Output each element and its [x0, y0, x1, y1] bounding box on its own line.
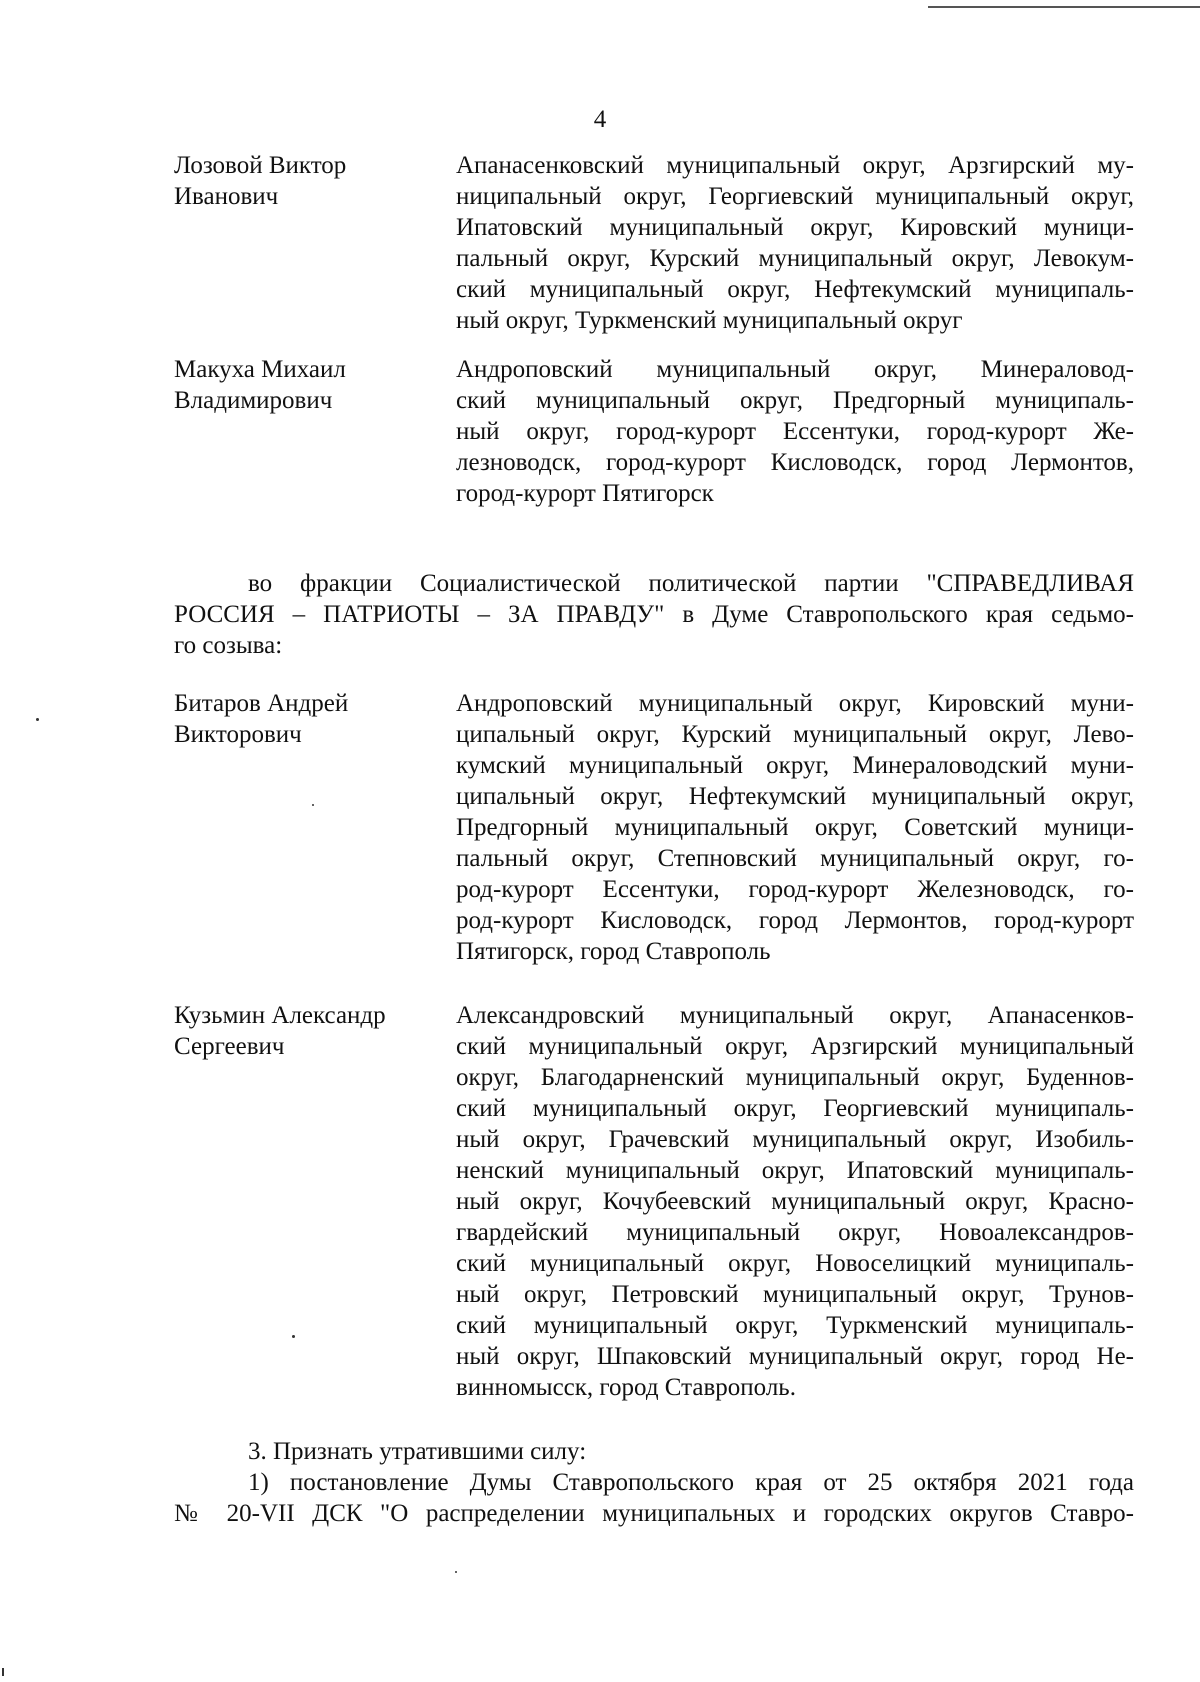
deputy-name	[174, 1000, 434, 1062]
deputy-name-line: Кузьмин Александр	[174, 1002, 386, 1029]
district-line: род-курорт Ессентуки, город-курорт Железноводск, го-	[456, 876, 1134, 903]
item-3-paragraph	[174, 1436, 1134, 1467]
district-line: кумский муниципальный округ, Минераловодский муни-	[456, 752, 1134, 779]
district-line: Андроповский муниципальный округ, Минераловод-	[456, 356, 1134, 383]
district-line: ципальный округ, Курский муниципальный округ, Лево-	[456, 721, 1134, 748]
district-line: гвардейский муниципальный округ, Новоалександров-	[456, 1219, 1134, 1246]
scan-speck	[312, 804, 314, 806]
district-list	[456, 150, 1134, 336]
district-line: Апанасенковский муниципальный округ, Арзгирский му-	[456, 152, 1134, 179]
district-line: пальный округ, Степновский муниципальный округ, го-	[456, 845, 1134, 872]
deputy-name-line: Иванович	[174, 183, 279, 210]
deputy-name	[174, 688, 434, 750]
district-line: ный округ, Шпаковский муниципальный округ, город Не-	[456, 1343, 1134, 1370]
district-line: город-курорт Пятигорск	[456, 480, 714, 507]
scan-speck	[455, 1571, 457, 1573]
scan-speck	[2, 1668, 4, 1676]
district-line: ский муниципальный округ, Предгорный муниципаль-	[456, 387, 1134, 414]
district-line: ненский муниципальный округ, Ипатовский муниципаль-	[456, 1157, 1134, 1184]
district-list	[456, 1000, 1134, 1403]
district-line: винномысск, город Ставрополь.	[456, 1374, 796, 1401]
district-line: Пятигорск, город Ставрополь	[456, 938, 771, 965]
district-line: ный округ, Петровский муниципальный округ, Трунов-	[456, 1281, 1134, 1308]
district-line: ский муниципальный округ, Туркменский муниципаль-	[456, 1312, 1134, 1339]
district-line: лезноводск, город-курорт Кисловодск, город Лермонтов,	[456, 449, 1134, 476]
deputy-name-line: Владимирович	[174, 387, 333, 414]
page-number: 4	[593, 106, 607, 133]
paragraph-line: го созыва:	[174, 632, 283, 659]
district-line: ниципальный округ, Георгиевский муниципальный округ,	[456, 183, 1134, 210]
district-line: ный округ, Кочубеевский муниципальный округ, Красно-	[456, 1188, 1134, 1215]
deputy-name-line: Битаров Андрей	[174, 690, 349, 717]
deputy-name-line: Макуха Михаил	[174, 356, 346, 383]
district-line: ский муниципальный округ, Арзгирский муниципальный	[456, 1033, 1134, 1060]
deputy-name-line: Викторович	[174, 721, 302, 748]
deputy-name-line: Сергеевич	[174, 1033, 285, 1060]
district-line: ный округ, Грачевский муниципальный округ, Изобиль-	[456, 1126, 1134, 1153]
scan-speck	[36, 718, 39, 721]
top-divider-line	[928, 6, 1200, 8]
district-line: ский муниципальный округ, Нефтекумский муниципаль-	[456, 276, 1134, 303]
deputy-name	[174, 150, 434, 212]
paragraph-line: РОССИЯ – ПАТРИОТЫ – ЗА ПРАВДУ" в Думе Ставропольского края седьмо-	[174, 601, 1134, 628]
paragraph-line: 3. Признать утратившими силу:	[248, 1438, 587, 1465]
deputy-name	[174, 354, 434, 416]
district-line: Андроповский муниципальный округ, Кировский муни-	[456, 690, 1134, 717]
district-list	[456, 688, 1134, 967]
district-line: ный округ, Туркменский муниципальный округ	[456, 307, 963, 334]
paragraph-line: во фракции Социалистической политической партии "СПРАВЕДЛИВАЯ	[248, 570, 1134, 597]
item-3-1-paragraph	[174, 1467, 1134, 1529]
district-line: ский муниципальный округ, Новоселицкий муниципаль-	[456, 1250, 1134, 1277]
district-line: ципальный округ, Нефтекумский муниципальный округ,	[456, 783, 1134, 810]
deputy-name-line: Лозовой Виктор	[174, 152, 347, 179]
district-line: пальный округ, Курский муниципальный округ, Левокум-	[456, 245, 1134, 272]
district-line: ный округ, город-курорт Ессентуки, город-курорт Же-	[456, 418, 1134, 445]
district-line: род-курорт Кисловодск, город Лермонтов, город-курорт	[456, 907, 1134, 934]
paragraph-line: 1) постановление Думы Ставропольского края от 25 октября 2021 года	[248, 1469, 1134, 1496]
scan-speck	[292, 1335, 295, 1338]
district-line: округ, Благодарненский муниципальный округ, Буденнов-	[456, 1064, 1134, 1091]
district-line: Ипатовский муниципальный округ, Кировский муници-	[456, 214, 1134, 241]
district-line: ский муниципальный округ, Георгиевский муниципаль-	[456, 1095, 1134, 1122]
district-line: Александровский муниципальный округ, Апанасенков-	[456, 1002, 1134, 1029]
district-list	[456, 354, 1134, 509]
paragraph-line: № 20-VII ДСК "О распределении муниципальных и городских округов Ставро-	[174, 1500, 1134, 1527]
faction-intro-paragraph	[174, 568, 1134, 661]
district-line: Предгорный муниципальный округ, Советский муници-	[456, 814, 1134, 841]
